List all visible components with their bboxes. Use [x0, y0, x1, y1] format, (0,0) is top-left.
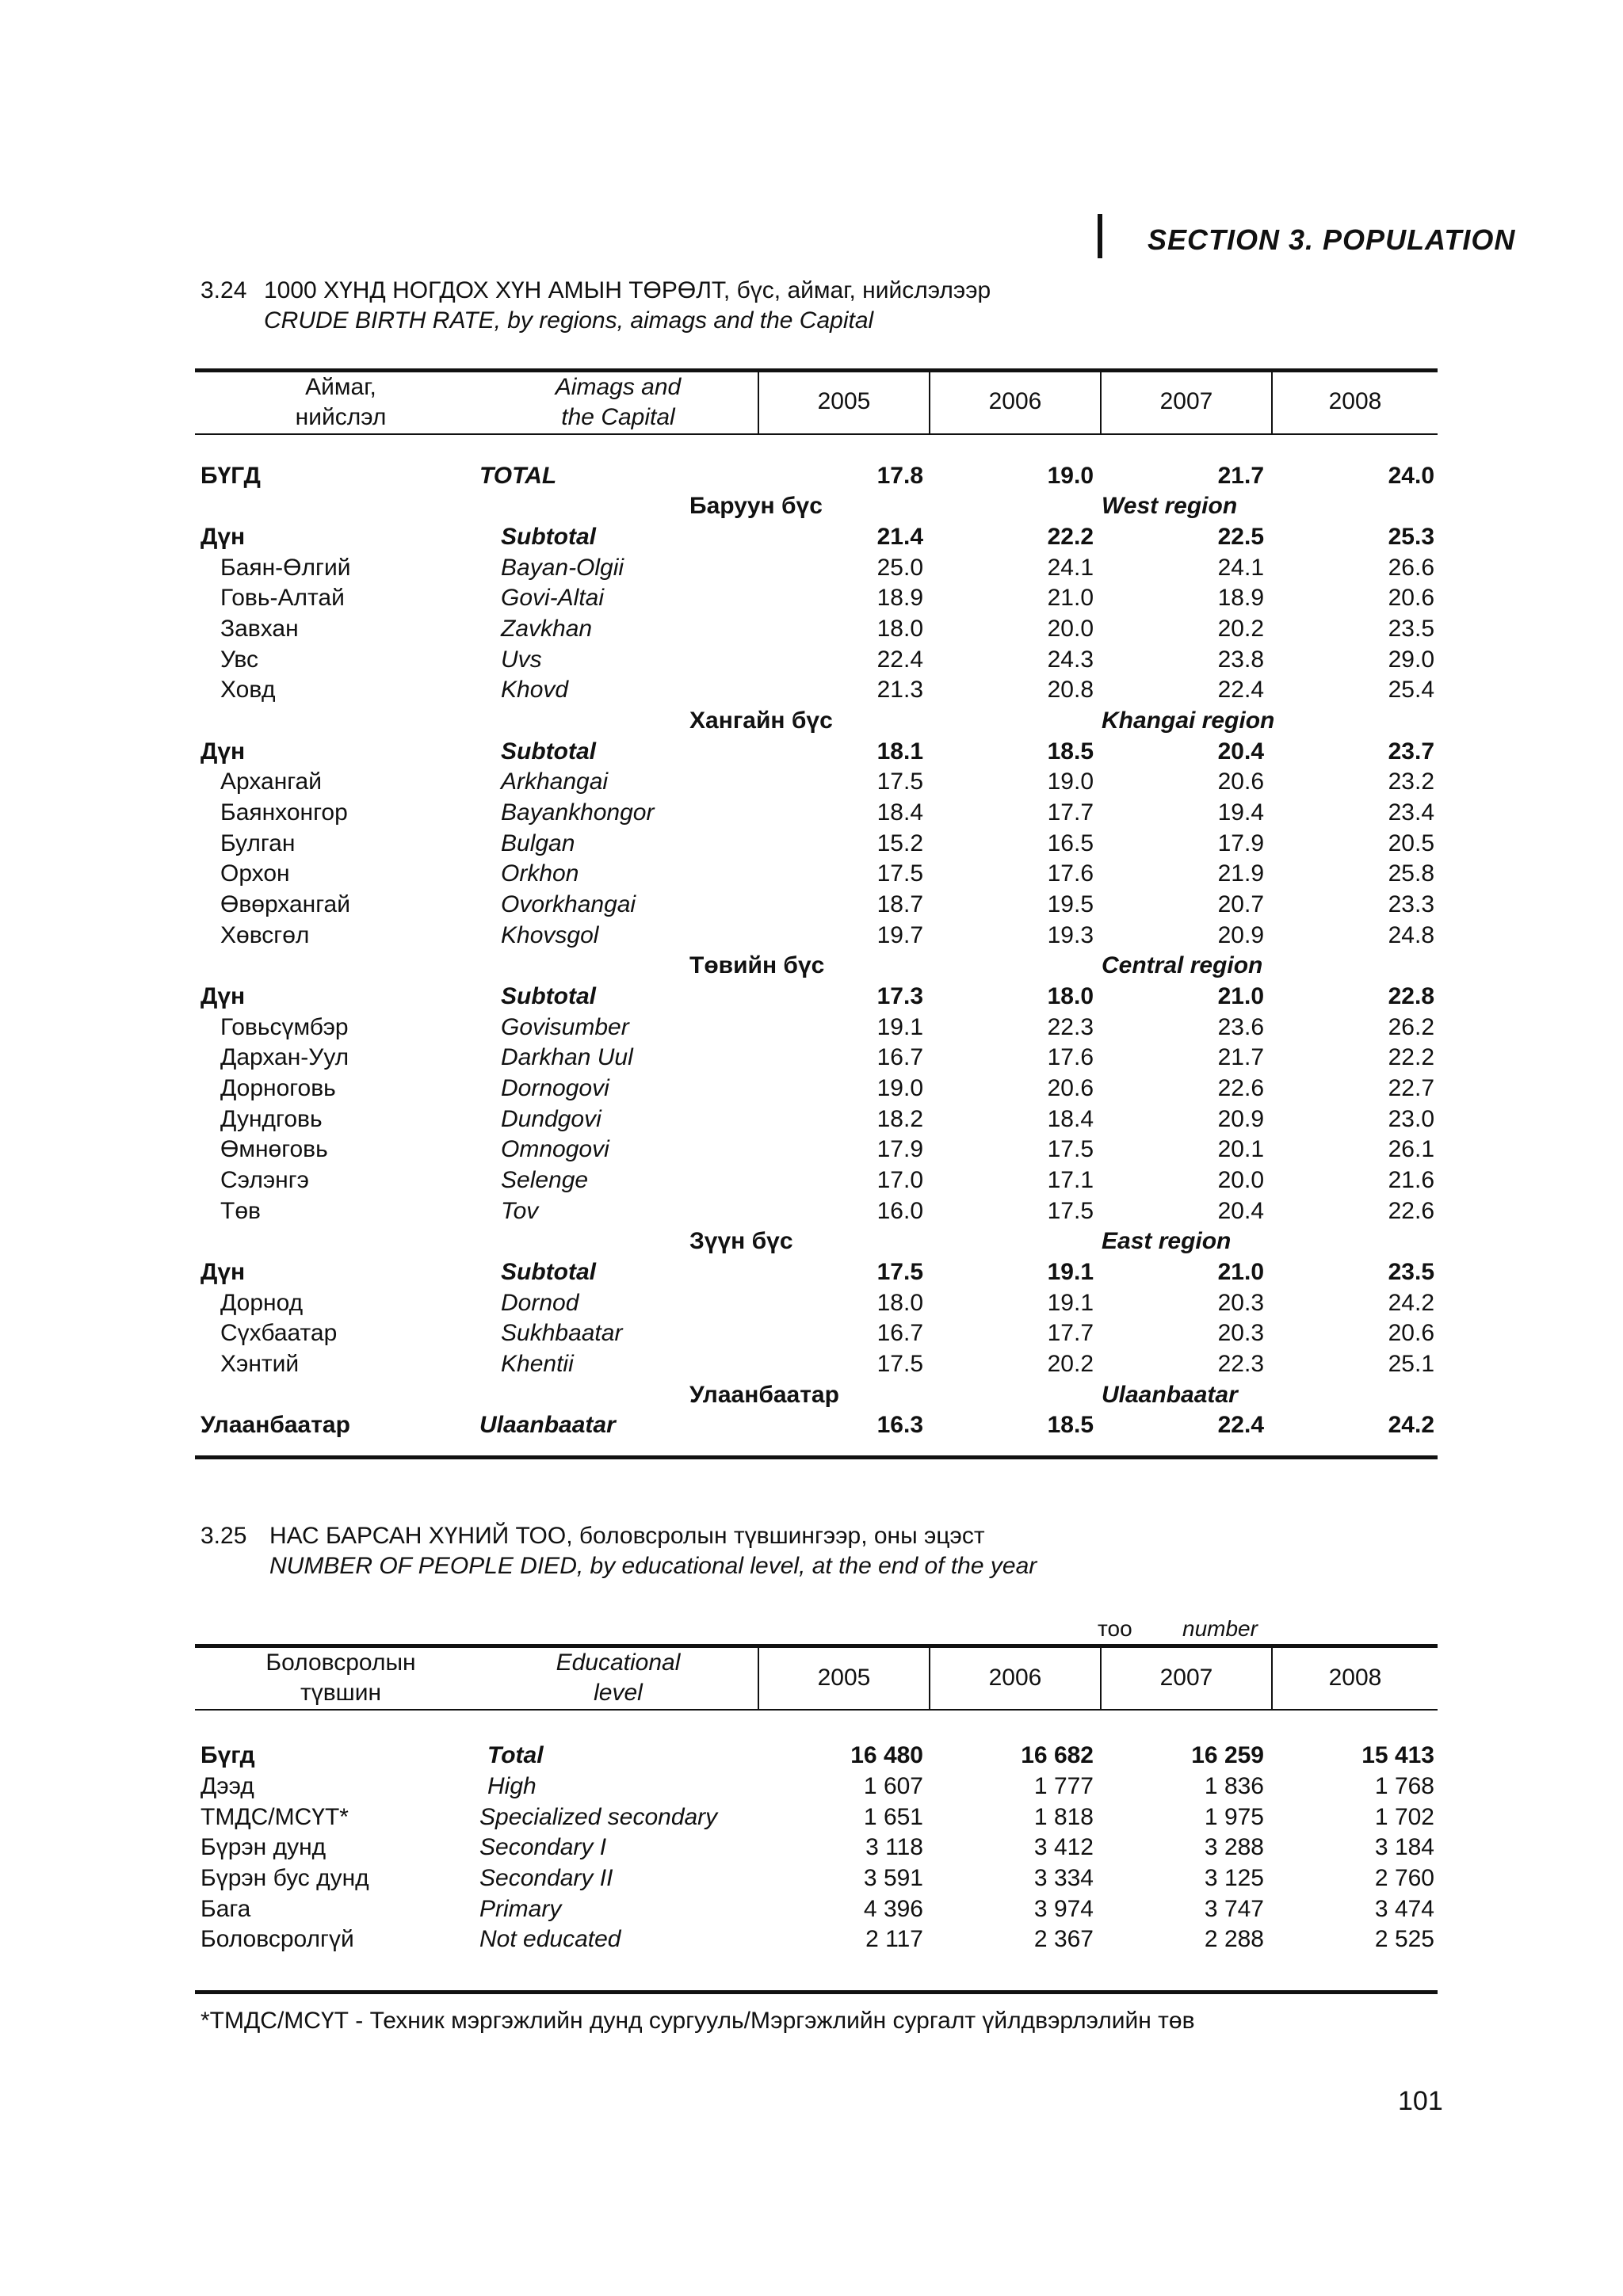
cell-value: 2 117 [865, 1926, 923, 1952]
cell-value: 17.6 [1047, 860, 1094, 887]
cell-value: 19.0 [1047, 769, 1094, 795]
table-row [0, 616, 1623, 646]
footnote: *ТМДС/МСҮТ - Техник мэргэжлийн дунд сургууль/Мэргэжлийн сургалт үйлдвэрлэлийн төв [200, 2008, 1195, 2034]
cell-value: 1 836 [1204, 1773, 1264, 1799]
row-label-mn: Өвөрхангай [220, 891, 350, 917]
row-label-en: Orkhon [501, 860, 579, 887]
cell-value: 19.3 [1047, 922, 1094, 948]
table-row [0, 555, 1623, 585]
row-label-en: Ovorkhangai [501, 891, 636, 917]
table2-bottom-rule [195, 1990, 1438, 1994]
cell-value: 21.4 [876, 524, 923, 550]
row-label-mn: Дорноговь [220, 1075, 336, 1101]
page-number: 101 [1398, 2086, 1443, 2116]
cell-value: 20.8 [1047, 677, 1094, 703]
table1-top-rule [195, 368, 1438, 372]
cell-value: 17.5 [876, 860, 923, 887]
row-label-en: Khovd [501, 677, 569, 703]
row-label-mn: Боловсролгүй [200, 1926, 354, 1952]
row-label-mn: Улаанбаатар [200, 1412, 350, 1438]
table1-title-en: CRUDE BIRTH RATE, by regions, aimags and the Capital [264, 307, 874, 334]
cell-value: 25.8 [1388, 860, 1434, 887]
row-label-mn: Хөвсгөл [220, 922, 310, 948]
row-label-en: Omnogovi [501, 1136, 609, 1162]
region-name-en: Khangai region [1102, 707, 1275, 734]
table-row [0, 1198, 1623, 1228]
table-row [0, 1290, 1623, 1320]
cell-value: 17.9 [876, 1136, 923, 1162]
table-row [0, 1044, 1623, 1074]
cell-value: 3 184 [1374, 1834, 1434, 1860]
cell-value: 19.0 [876, 1075, 923, 1101]
row-label-en: Tov [501, 1198, 539, 1224]
cell-value: 22.7 [1388, 1075, 1434, 1101]
table1-header-rule [195, 433, 1438, 435]
row-label-en: Govi-Altai [501, 585, 605, 611]
cell-value: 24.1 [1047, 555, 1094, 581]
cell-value: 25.3 [1388, 524, 1434, 550]
row-label-mn: Орхон [220, 860, 290, 887]
row-label-mn: Увс [220, 646, 258, 673]
row-label-mn: Говьсүмбэр [220, 1014, 349, 1040]
table-row [0, 1896, 1623, 1926]
cell-value: 23.5 [1388, 1259, 1434, 1285]
cell-value: 18.9 [1217, 585, 1264, 611]
cell-value: 23.3 [1388, 891, 1434, 917]
table1-col-en-1: Aimags and [555, 374, 682, 400]
cell-value: 3 118 [865, 1834, 923, 1860]
region-header-row [0, 952, 1623, 982]
cell-value: 1 777 [1033, 1773, 1094, 1799]
cell-value: 26.6 [1388, 555, 1434, 581]
table-row [0, 769, 1623, 799]
region-header-row [0, 1228, 1623, 1258]
table1-col-en-2: the Capital [561, 404, 675, 430]
cell-value: 17.5 [876, 1351, 923, 1377]
row-label-en: Sukhbaatar [501, 1320, 623, 1346]
table2-header-rule [195, 1709, 1438, 1711]
table1-year: 2007 [1159, 388, 1213, 414]
cell-value: 24.2 [1388, 1412, 1434, 1438]
region-name-mn: Баруун бүс [689, 493, 823, 519]
row-label-mn: Дорнод [220, 1290, 304, 1316]
cell-value: 22.4 [876, 646, 923, 673]
row-label-mn: Дундговь [220, 1106, 323, 1132]
row-label-mn: Бүгд [200, 1742, 255, 1768]
cell-value: 20.7 [1217, 891, 1264, 917]
row-label-en: Uvs [501, 646, 542, 673]
row-label-en: Secondary I [479, 1834, 607, 1860]
row-label-mn: Дээд [200, 1773, 254, 1799]
row-label-mn: Баянхонгор [220, 799, 348, 826]
row-label-mn: БҮГД [200, 463, 261, 489]
table1-year: 2008 [1328, 388, 1382, 414]
row-label-en: Total [487, 1742, 544, 1768]
cell-value: 23.2 [1388, 769, 1434, 795]
row-label-mn: Булган [220, 830, 296, 856]
cell-value: 20.9 [1217, 922, 1264, 948]
cell-value: 24.2 [1388, 1290, 1434, 1316]
cell-value: 16 480 [850, 1742, 923, 1768]
cell-value: 22.6 [1388, 1198, 1434, 1224]
row-label-en: TOTAL [479, 463, 557, 489]
cell-value: 20.2 [1217, 616, 1264, 642]
cell-value: 22.4 [1217, 677, 1264, 703]
table2-col-en-1: Educational [556, 1650, 681, 1676]
table-row [0, 646, 1623, 677]
cell-value: 3 747 [1204, 1896, 1264, 1922]
table-row [0, 1014, 1623, 1044]
cell-value: 18.4 [876, 799, 923, 826]
region-header-row [0, 493, 1623, 523]
cell-value: 21.0 [1047, 585, 1094, 611]
table2-title-en: NUMBER OF PEOPLE DIED, by educational level, at the end of the year [269, 1553, 1037, 1579]
cell-value: 19.7 [876, 922, 923, 948]
cell-value: 3 334 [1033, 1865, 1094, 1891]
row-label-en: Khovsgol [501, 922, 599, 948]
table2-year: 2006 [988, 1665, 1042, 1691]
cell-value: 3 412 [1033, 1834, 1094, 1860]
cell-value: 23.0 [1388, 1106, 1434, 1132]
table2-year: 2007 [1159, 1665, 1213, 1691]
cell-value: 3 591 [863, 1865, 923, 1891]
row-label-en: Subtotal [501, 1259, 596, 1285]
row-label-en: Selenge [501, 1167, 589, 1193]
cell-value: 23.6 [1217, 1014, 1264, 1040]
cell-value: 18.1 [876, 738, 923, 765]
cell-value: 18.0 [1047, 983, 1094, 1009]
table-row [0, 1926, 1623, 1956]
row-label-en: Bayan-Olgii [501, 555, 624, 581]
row-label-mn: Завхан [220, 616, 299, 642]
cell-value: 20.6 [1217, 769, 1264, 795]
row-label-mn: Төв [220, 1198, 261, 1224]
cell-value: 22.2 [1047, 524, 1094, 550]
table-row [0, 799, 1623, 830]
cell-value: 16.7 [876, 1044, 923, 1070]
table-row [0, 922, 1623, 952]
cell-value: 17.1 [1047, 1167, 1094, 1193]
table-row [0, 1834, 1623, 1864]
table-row [0, 830, 1623, 860]
cell-value: 17.8 [876, 463, 923, 489]
table-row [0, 860, 1623, 891]
cell-value: 18.4 [1047, 1106, 1094, 1132]
table1-bottom-rule [195, 1455, 1438, 1459]
row-label-mn: Өмнөговь [220, 1136, 328, 1162]
row-label-en: Dornod [501, 1290, 579, 1316]
cell-value: 23.8 [1217, 646, 1264, 673]
cell-value: 20.9 [1217, 1106, 1264, 1132]
region-name-en: West region [1102, 493, 1238, 519]
cell-value: 24.8 [1388, 922, 1434, 948]
cell-value: 24.3 [1047, 646, 1094, 673]
cell-value: 19.4 [1217, 799, 1264, 826]
row-label-en: High [487, 1773, 537, 1799]
table2-number: 3.25 [200, 1523, 247, 1549]
region-header-row [0, 707, 1623, 738]
cell-value: 21.0 [1217, 983, 1264, 1009]
cell-value: 20.0 [1217, 1167, 1264, 1193]
table1-year: 2005 [817, 388, 871, 414]
table2-col-mn-1: Боловсролын [265, 1650, 416, 1676]
cell-value: 1 607 [863, 1773, 923, 1799]
cell-value: 1 702 [1374, 1804, 1434, 1830]
cell-value: 23.4 [1388, 799, 1434, 826]
table-row [0, 1106, 1623, 1136]
row-label-en: Bulgan [501, 830, 575, 856]
cell-value: 21.9 [1217, 860, 1264, 887]
row-label-en: Ulaanbaatar [479, 1412, 616, 1438]
table-row [0, 1412, 1623, 1442]
cell-value: 29.0 [1388, 646, 1434, 673]
cell-value: 4 396 [863, 1896, 923, 1922]
cell-value: 17.7 [1047, 1320, 1094, 1346]
cell-value: 20.1 [1217, 1136, 1264, 1162]
row-label-en: Govisumber [501, 1014, 629, 1040]
table2-top-rule [195, 1644, 1438, 1648]
row-label-en: Specialized secondary [479, 1804, 718, 1830]
cell-value: 17.5 [1047, 1198, 1094, 1224]
table-row [0, 1136, 1623, 1166]
row-label-mn: Сэлэнгэ [220, 1167, 309, 1193]
row-label-mn: Сүхбаатар [220, 1320, 338, 1346]
cell-value: 22.3 [1217, 1351, 1264, 1377]
cell-value: 18.9 [876, 585, 923, 611]
cell-value: 17.6 [1047, 1044, 1094, 1070]
cell-value: 16.7 [876, 1320, 923, 1346]
cell-value: 19.0 [1047, 463, 1094, 489]
cell-value: 1 651 [863, 1804, 923, 1830]
cell-value: 19.1 [1047, 1259, 1094, 1285]
section-header-bar [1098, 214, 1102, 258]
cell-value: 21.3 [876, 677, 923, 703]
cell-value: 20.3 [1217, 1290, 1264, 1316]
subtotal-row [0, 738, 1623, 769]
region-name-mn: Төвийн бүс [689, 952, 825, 978]
cell-value: 20.4 [1217, 1198, 1264, 1224]
cell-value: 20.4 [1217, 738, 1264, 765]
cell-value: 20.6 [1047, 1075, 1094, 1101]
cell-value: 18.0 [876, 616, 923, 642]
row-label-mn: Бүрэн бус дунд [200, 1865, 369, 1891]
cell-value: 26.2 [1388, 1014, 1434, 1040]
cell-value: 16.3 [876, 1412, 923, 1438]
cell-value: 3 125 [1204, 1865, 1264, 1891]
cell-value: 22.2 [1388, 1044, 1434, 1070]
unit-label-en: number [1182, 1616, 1258, 1641]
cell-value: 24.0 [1388, 463, 1434, 489]
row-label-mn: Дүн [200, 983, 246, 1009]
row-label-en: Subtotal [501, 983, 596, 1009]
cell-value: 21.0 [1217, 1259, 1264, 1285]
cell-value: 17.5 [1047, 1136, 1094, 1162]
region-name-mn: Хангайн бүс [689, 707, 833, 734]
row-label-mn: Архангай [220, 769, 322, 795]
cell-value: 22.4 [1217, 1412, 1264, 1438]
cell-value: 18.5 [1047, 738, 1094, 765]
table-row [0, 1773, 1623, 1803]
section-header: SECTION 3. POPULATION [1148, 223, 1516, 256]
row-label-mn: Ховд [220, 677, 276, 703]
row-label-mn: Говь-Алтай [220, 585, 345, 611]
region-name-en: Central region [1102, 952, 1263, 978]
row-label-en: Darkhan Uul [501, 1044, 633, 1070]
cell-value: 2 288 [1204, 1926, 1264, 1952]
table1-col-mn-1: Аймаг, [305, 374, 376, 400]
cell-value: 20.3 [1217, 1320, 1264, 1346]
cell-value: 15 413 [1361, 1742, 1434, 1768]
subtotal-row [0, 983, 1623, 1013]
cell-value: 23.7 [1388, 738, 1434, 765]
table-row [0, 1167, 1623, 1197]
cell-value: 2 525 [1374, 1926, 1434, 1952]
table-row [0, 585, 1623, 615]
table2-year: 2005 [817, 1665, 871, 1691]
region-name-en: Ulaanbaatar [1102, 1382, 1238, 1408]
cell-value: 17.5 [876, 1259, 923, 1285]
cell-value: 22.8 [1388, 983, 1434, 1009]
cell-value: 25.1 [1388, 1351, 1434, 1377]
cell-value: 18.2 [876, 1106, 923, 1132]
cell-value: 19.1 [1047, 1290, 1094, 1316]
table1-year: 2006 [988, 388, 1042, 414]
cell-value: 1 818 [1033, 1804, 1094, 1830]
row-label-en: Primary [479, 1896, 562, 1922]
table1-title-mn: 1000 ХҮНД НОГДОХ ХҮН АМЫН ТӨРӨЛТ, бүс, аймаг, нийслэлээр [264, 277, 991, 303]
cell-value: 20.6 [1388, 1320, 1434, 1346]
table2-col-en-2: level [594, 1680, 643, 1706]
cell-value: 18.7 [876, 891, 923, 917]
row-label-mn: Дүн [200, 738, 246, 765]
cell-value: 22.6 [1217, 1075, 1264, 1101]
cell-value: 17.3 [876, 983, 923, 1009]
row-label-en: Subtotal [501, 738, 596, 765]
row-label-en: Arkhangai [501, 769, 609, 795]
cell-value: 1 768 [1374, 1773, 1434, 1799]
cell-value: 3 288 [1204, 1834, 1264, 1860]
cell-value: 17.7 [1047, 799, 1094, 826]
table-row [0, 1075, 1623, 1105]
cell-value: 23.5 [1388, 616, 1434, 642]
row-label-mn: Баян-Өлгий [220, 555, 351, 581]
table-row [0, 463, 1623, 493]
cell-value: 16 682 [1021, 1742, 1094, 1768]
cell-value: 20.0 [1047, 616, 1094, 642]
cell-value: 21.7 [1217, 463, 1264, 489]
cell-value: 17.0 [876, 1167, 923, 1193]
table1-col-mn-2: нийслэл [295, 404, 387, 430]
row-label-en: Dundgovi [501, 1106, 601, 1132]
cell-value: 22.5 [1217, 524, 1264, 550]
unit-label-mn: тоо [1098, 1616, 1132, 1641]
cell-value: 24.1 [1217, 555, 1264, 581]
table2-col-mn-2: түвшин [300, 1680, 382, 1706]
row-label-en: Subtotal [501, 524, 596, 550]
table-row [0, 1865, 1623, 1895]
subtotal-row [0, 524, 1623, 554]
cell-value: 17.9 [1217, 830, 1264, 856]
cell-value: 19.1 [876, 1014, 923, 1040]
row-label-mn: Бага [200, 1896, 251, 1922]
cell-value: 1 975 [1204, 1804, 1264, 1830]
table-row [0, 1742, 1623, 1772]
cell-value: 22.3 [1047, 1014, 1094, 1040]
row-label-en: Secondary II [479, 1865, 613, 1891]
table-row [0, 1351, 1623, 1381]
cell-value: 20.5 [1388, 830, 1434, 856]
table2-year: 2008 [1328, 1665, 1382, 1691]
cell-value: 15.2 [876, 830, 923, 856]
cell-value: 25.0 [876, 555, 923, 581]
cell-value: 18.5 [1047, 1412, 1094, 1438]
table-row [0, 891, 1623, 921]
region-header-row [0, 1382, 1623, 1412]
region-name-mn: Улаанбаатар [689, 1382, 839, 1408]
row-label-mn: Дүн [200, 524, 246, 550]
row-label-mn: Бүрэн дунд [200, 1834, 327, 1860]
cell-value: 21.6 [1388, 1167, 1434, 1193]
cell-value: 25.4 [1388, 677, 1434, 703]
cell-value: 3 974 [1033, 1896, 1094, 1922]
row-label-mn: ТМДС/МСҮТ* [200, 1804, 349, 1830]
cell-value: 26.1 [1388, 1136, 1434, 1162]
cell-value: 21.7 [1217, 1044, 1264, 1070]
cell-value: 16.0 [876, 1198, 923, 1224]
cell-value: 16.5 [1047, 830, 1094, 856]
cell-value: 20.6 [1388, 585, 1434, 611]
row-label-en: Not educated [479, 1926, 621, 1952]
cell-value: 18.0 [876, 1290, 923, 1316]
row-label-en: Bayankhongor [501, 799, 655, 826]
table2-title-mn: НАС БАРСАН ХҮНИЙ ТОО, боловсролын түвшингээр, оны эцэст [269, 1523, 985, 1549]
cell-value: 3 474 [1374, 1896, 1434, 1922]
subtotal-row [0, 1259, 1623, 1289]
row-label-mn: Хэнтий [220, 1351, 300, 1377]
region-name-en: East region [1102, 1228, 1232, 1254]
row-label-en: Dornogovi [501, 1075, 609, 1101]
region-name-mn: Зүүн бүс [689, 1228, 793, 1254]
row-label-mn: Дүн [200, 1259, 246, 1285]
row-label-en: Zavkhan [501, 616, 593, 642]
table1-number: 3.24 [200, 277, 247, 303]
row-label-mn: Дархан-Уул [220, 1044, 349, 1070]
cell-value: 2 760 [1374, 1865, 1434, 1891]
table-row [0, 1804, 1623, 1834]
cell-value: 2 367 [1033, 1926, 1094, 1952]
cell-value: 16 259 [1191, 1742, 1264, 1768]
cell-value: 20.2 [1047, 1351, 1094, 1377]
table-row [0, 1320, 1623, 1350]
table-row [0, 677, 1623, 707]
cell-value: 17.5 [876, 769, 923, 795]
cell-value: 19.5 [1047, 891, 1094, 917]
row-label-en: Khentii [501, 1351, 574, 1377]
